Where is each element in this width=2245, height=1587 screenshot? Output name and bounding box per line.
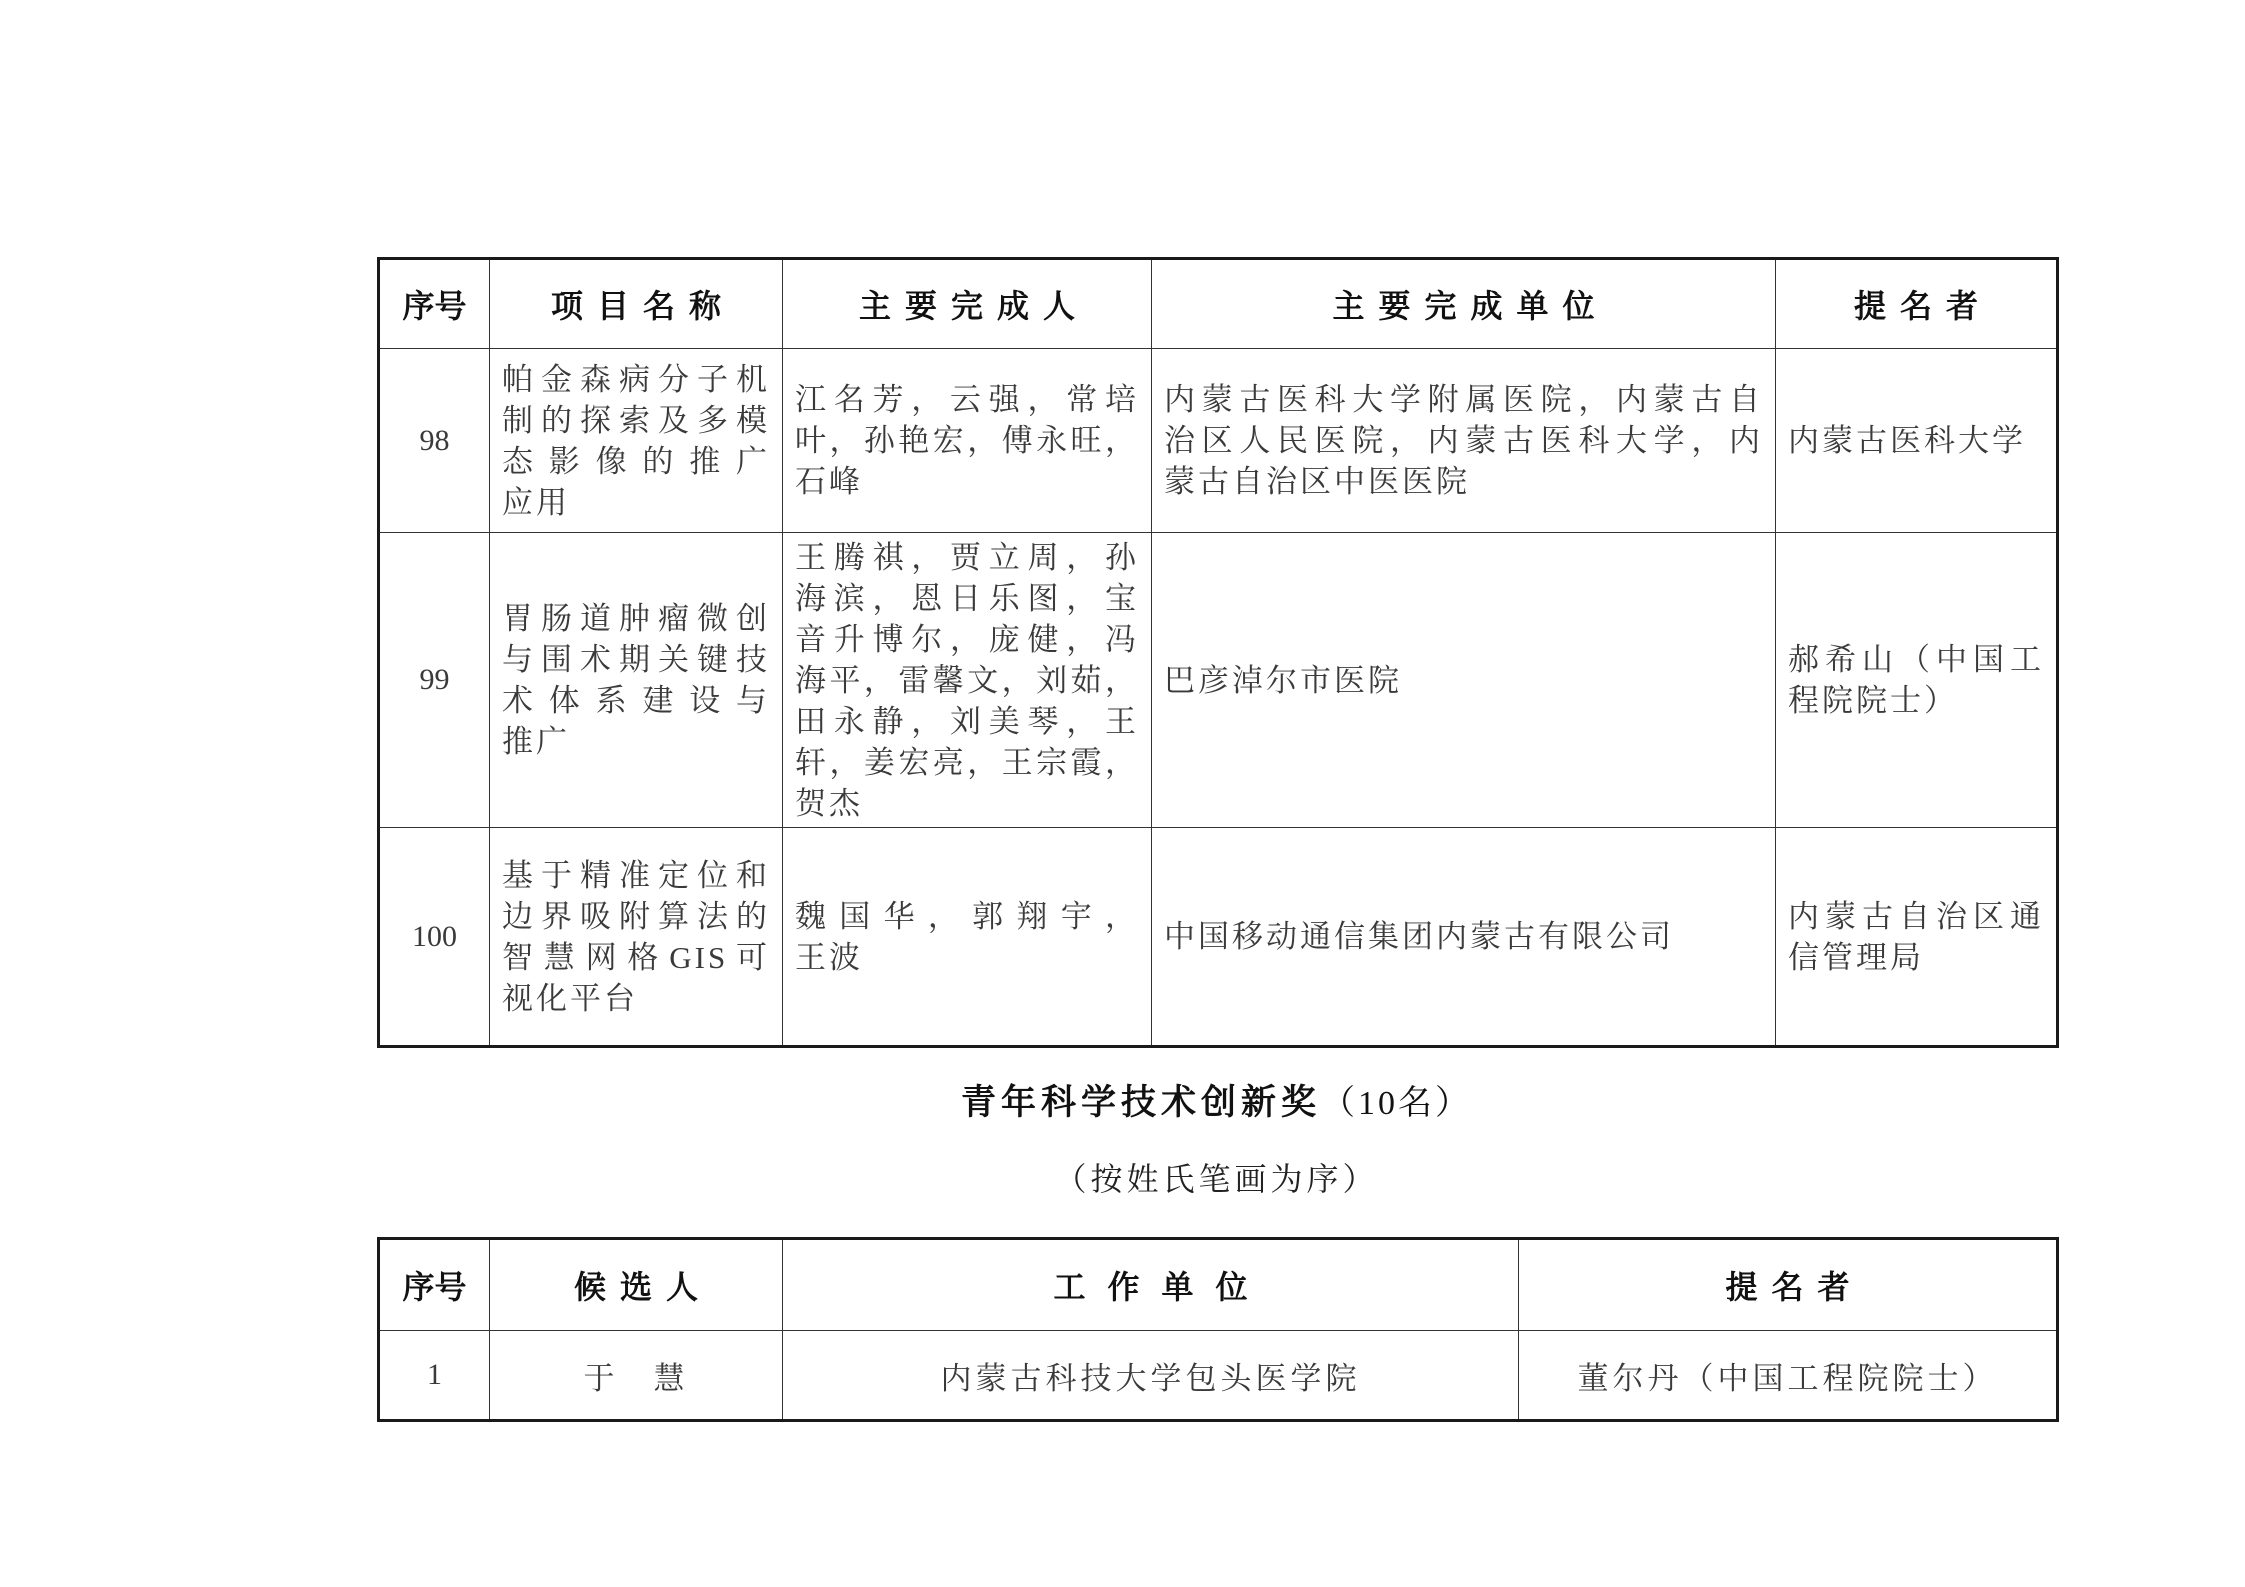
header-nominator: 提名者 xyxy=(1519,1239,2058,1331)
nominator-cell xyxy=(1776,533,2058,828)
row-index: 99 xyxy=(379,533,490,828)
cell-line: 海平，雷馨文，刘茹， xyxy=(795,662,1139,698)
cell-line: 信管理局 xyxy=(1788,939,1924,975)
units-cell xyxy=(1152,533,1776,828)
cell-line: 制的探索及多模 xyxy=(502,402,770,438)
table-header-row xyxy=(379,1239,2058,1331)
cell-line: 术体系建设与 xyxy=(502,683,770,718)
cell-line: 程院院士） xyxy=(1788,683,1958,718)
cell-line: 魏国华，郭翔宇， xyxy=(795,898,1139,934)
cell-line: 轩，姜宏亮，王宗霞， xyxy=(795,744,1139,780)
cell-line: 王腾祺，贾立周，孙 xyxy=(795,539,1139,575)
project-name-cell xyxy=(490,828,783,1047)
science-progress-award-table xyxy=(377,257,2059,1048)
table-row xyxy=(379,828,2058,1047)
cell-line: 蒙古自治区中医医院 xyxy=(1164,464,1470,499)
row-index: 100 xyxy=(379,828,490,1047)
cell-line: 内蒙古医科大学附属医院，内蒙古自 xyxy=(1164,382,1763,417)
contributors-cell xyxy=(783,533,1152,828)
cell-line: 江名芳，云强，常培 xyxy=(795,382,1139,417)
cell-line: 帕金森病分子机 xyxy=(502,361,770,397)
header-project-name: 项目名称 xyxy=(490,259,783,349)
section-subtitle: （按姓氏笔画为序） xyxy=(1054,1161,1379,1197)
cell-line: 音升博尔，庞健，冯 xyxy=(795,621,1139,657)
table-row xyxy=(379,1331,2058,1421)
table-row xyxy=(379,349,2058,533)
row-index: 98 xyxy=(379,349,490,533)
nominator-cell: 董尔丹（中国工程院院士） xyxy=(1519,1331,2058,1421)
cell-line: 基于精准定位和 xyxy=(502,857,770,893)
header-work-unit: 工作单位 xyxy=(783,1239,1519,1331)
cell-line: 胃肠道肿瘤微创 xyxy=(502,601,770,636)
candidate-cell: 于 慧 xyxy=(490,1331,783,1421)
nominator-cell xyxy=(1776,828,2058,1047)
cell-line: 海滨，恩日乐图，宝 xyxy=(795,580,1139,616)
cell-line: 巴彦淖尔市医院 xyxy=(1164,662,1402,698)
contributors-cell xyxy=(783,828,1152,1047)
table-row xyxy=(379,533,2058,828)
table-header-row xyxy=(379,259,2058,349)
cell-line: 内蒙古自治区通 xyxy=(1788,898,2044,934)
row-index: 1 xyxy=(379,1331,490,1421)
cell-line: 态影像的推广 xyxy=(502,443,770,479)
cell-line: 智慧网格GIS可 xyxy=(502,939,770,975)
section-title-main: 青年科学技术创新奖 xyxy=(960,1083,1321,1123)
header-main-contributors: 主要完成人 xyxy=(783,259,1152,349)
header-index: 序号 xyxy=(379,1239,490,1331)
section-title-count: （10名） xyxy=(1321,1085,1472,1122)
header-nominator: 提名者 xyxy=(1776,259,2058,349)
cell-line: 郝希山（中国工 xyxy=(1788,642,2044,677)
cell-line: 与围术期关键技 xyxy=(502,642,770,677)
header-index: 序号 xyxy=(379,259,490,349)
work-unit-cell: 内蒙古科技大学包头医学院 xyxy=(783,1331,1519,1421)
units-cell xyxy=(1152,349,1776,533)
project-name-cell xyxy=(490,533,783,828)
units-cell xyxy=(1152,828,1776,1047)
cell-line: 应用 xyxy=(502,484,570,520)
project-name-cell xyxy=(490,349,783,533)
cell-line: 叶，孙艳宏，傅永旺， xyxy=(795,423,1139,458)
header-candidate: 候选人 xyxy=(490,1239,783,1331)
cell-line: 田永静，刘美琴，王 xyxy=(795,703,1139,739)
cell-line: 石峰 xyxy=(795,464,863,499)
cell-line: 边界吸附算法的 xyxy=(502,898,770,934)
cell-line: 内蒙古医科大学 xyxy=(1788,423,2026,458)
section-title xyxy=(377,1078,2056,1128)
youth-innovation-award-table xyxy=(377,1237,2059,1422)
cell-line: 视化平台 xyxy=(502,980,638,1016)
header-main-units: 主要完成单位 xyxy=(1152,259,1776,349)
nominator-cell xyxy=(1776,349,2058,533)
cell-line: 治区人民医院，内蒙古医科大学，内 xyxy=(1164,423,1763,458)
cell-line: 王波 xyxy=(795,939,863,975)
cell-line: 推广 xyxy=(502,724,570,759)
cell-line: 中国移动通信集团内蒙古有限公司 xyxy=(1164,919,1674,954)
contributors-cell xyxy=(783,349,1152,533)
cell-line: 贺杰 xyxy=(795,785,863,821)
